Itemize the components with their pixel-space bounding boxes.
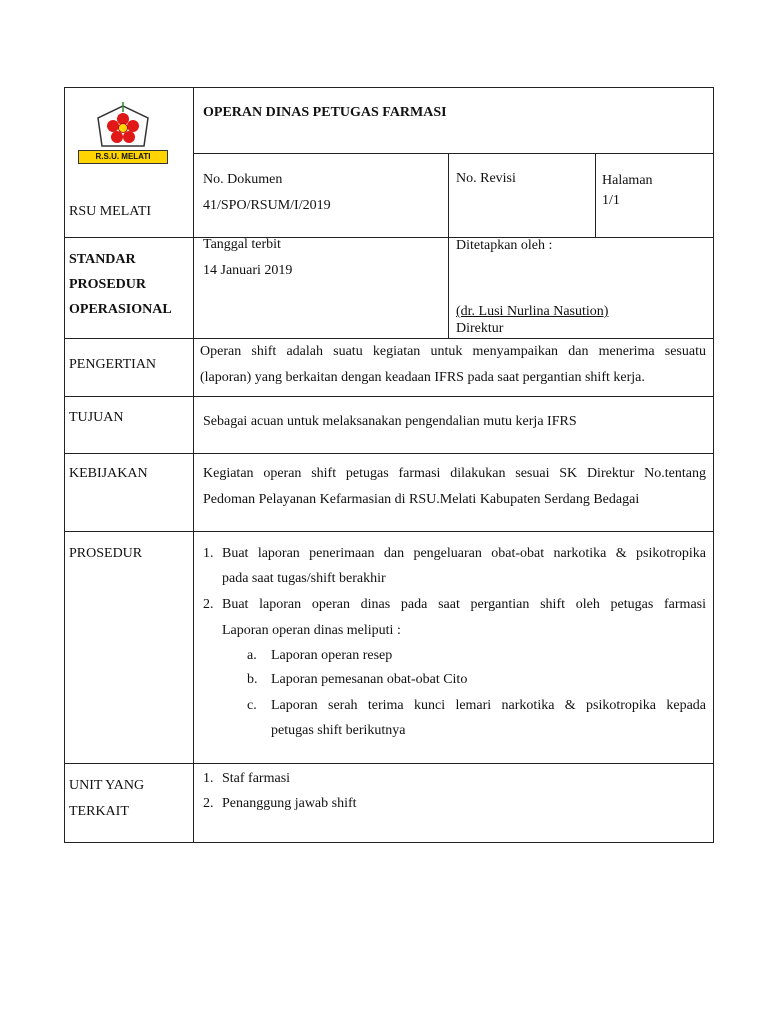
hospital-logo: [78, 100, 168, 168]
no-dokumen-value: 41/SPO/RSUM/I/2019: [203, 198, 331, 213]
prosedur-item-2-line-1: Buat laporan operan dinas pada saat pergantian shift oleh petugas farmasi: [222, 597, 706, 612]
unit-label-line-2: TERKAIT: [69, 804, 129, 819]
no-revisi-label: No. Revisi: [456, 171, 516, 186]
prosedur-sub-c-mark: c.: [247, 698, 257, 713]
prosedur-item-1-line-2: pada saat tugas/shift berakhir: [222, 571, 386, 586]
signer-title: Direktur: [456, 321, 504, 336]
pengertian-label: PENGERTIAN: [69, 357, 157, 372]
logo-label: R.S.U. MELATI: [78, 150, 168, 164]
prosedur-sub-a: Laporan operan resep: [271, 648, 393, 663]
ditetapkan-label: Ditetapkan oleh :: [456, 238, 553, 253]
spo-label-line-1: STANDAR: [69, 252, 136, 267]
unit-item-2-number: 2.: [203, 796, 214, 811]
prosedur-item-1-line-1: Buat laporan penerimaan dan pengeluaran obat-obat narkotika & psikotropika: [222, 546, 706, 561]
no-dokumen-label: No. Dokumen: [203, 172, 283, 187]
unit-label-line-1: UNIT YANG: [69, 778, 145, 793]
prosedur-sub-b-mark: b.: [247, 672, 258, 687]
prosedur-sub-a-mark: a.: [247, 648, 257, 663]
kebijakan-label: KEBIJAKAN: [69, 466, 148, 481]
tanggal-terbit-value: 14 Januari 2019: [203, 263, 293, 278]
unit-item-2: Penanggung jawab shift: [222, 796, 357, 811]
prosedur-sub-c-line-1: Laporan serah terima kunci lemari narkotika & psikotropika kepada: [271, 698, 706, 713]
pengertian-line-1: Operan shift adalah suatu kegiatan untuk menyampaikan dan menerima sesuatu: [200, 344, 706, 359]
kebijakan-line-2: Pedoman Pelayanan Kefarmasian di RSU.Melati Kabupaten Serdang Bedagai: [203, 492, 640, 507]
prosedur-sub-c-line-2: petugas shift berikutnya: [271, 723, 406, 738]
tanggal-terbit-label: Tanggal terbit: [203, 237, 281, 252]
prosedur-item-2-number: 2.: [203, 597, 214, 612]
kebijakan-line-1: Kegiatan operan shift petugas farmasi dilakukan sesuai SK Direktur No.tentang: [203, 466, 706, 481]
unit-item-1-number: 1.: [203, 771, 214, 786]
prosedur-label: PROSEDUR: [69, 546, 143, 561]
signer-name: (dr. Lusi Nurlina Nasution): [456, 304, 609, 319]
prosedur-item-1-number: 1.: [203, 546, 214, 561]
tujuan-text: Sebagai acuan untuk melaksanakan pengendalian mutu kerja IFRS: [203, 414, 577, 429]
spo-label-line-3: OPERASIONAL: [69, 302, 172, 317]
pengertian-line-2: (laporan) yang berkaitan dengan keadaan IFRS pada saat pergantian shift kerja.: [200, 370, 645, 385]
tujuan-label: TUJUAN: [69, 410, 124, 425]
flower-emblem-icon: [78, 100, 168, 152]
prosedur-item-2-line-2: Laporan operan dinas meliputi :: [222, 623, 401, 638]
spo-label-line-2: PROSEDUR: [69, 277, 147, 292]
prosedur-sub-b: Laporan pemesanan obat-obat Cito: [271, 672, 468, 687]
halaman-value: 1/1: [602, 193, 620, 208]
document-title: OPERAN DINAS PETUGAS FARMASI: [203, 105, 447, 120]
hospital-name: RSU MELATI: [69, 204, 152, 219]
halaman-label: Halaman: [602, 173, 653, 188]
unit-item-1: Staf farmasi: [222, 771, 291, 786]
